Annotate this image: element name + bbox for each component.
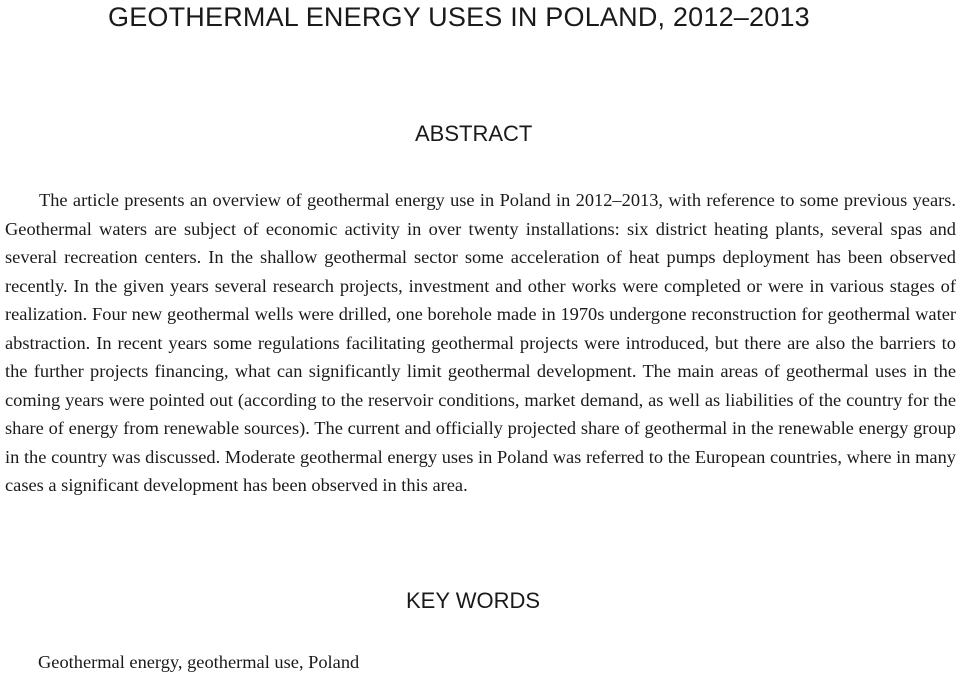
abstract-heading: ABSTRACT xyxy=(415,121,533,146)
keywords-heading: KEY WORDS xyxy=(406,588,541,613)
page-title: GEOTHERMAL ENERGY USES IN POLAND, 2012–2013 xyxy=(108,2,810,32)
abstract-text: The article presents an overview of geothermal energy use in Poland in 2012–2013, with reference to some previous years. Geothermal waters are subject of economic activity in over twenty installations: six district heating plants, several spas and several recreation centers. In the shallow geothermal sector some acceleration of heat pumps deployment has been observed recently. In the given years several research projects, investment and other works were completed or were in various stages of realization. Four new geothermal wells were drilled, one borehole made in 1970s undergone reconstruction for geothermal water abstraction. In recent years some regulations facilitating geothermal projects were introduced, but there are also the barriers to the further projects financing, what can significantly limit geothermal development. The main areas of geothermal uses in the coming years were pointed out (according to the reservoir conditions, market demand, as well as liabilities of the country for the share of energy from renewable sources). The current and officially projected share of geothermal in the renewable energy group in the country was discussed. Moderate geothermal energy uses in Poland was referred to the European countries, where in many cases a significant development has been observed in this area. xyxy=(5,190,956,495)
keywords-text: Geothermal energy, geothermal use, Poland xyxy=(38,652,360,672)
